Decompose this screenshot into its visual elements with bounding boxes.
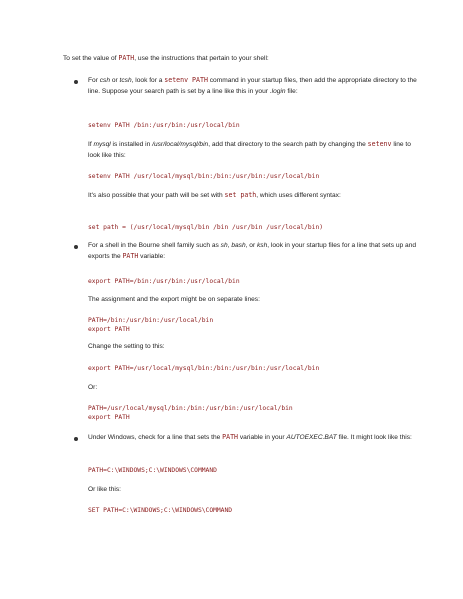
windows-paragraph-2: Or like this:: [88, 486, 121, 493]
shell-name: tcsh: [119, 77, 132, 84]
path-variable: PATH: [118, 54, 135, 62]
inline-code: set path: [224, 191, 257, 199]
bourne-paragraph-2: The assignment and the export might be on separate lines:: [88, 296, 260, 303]
code-block: export PATH=/usr/local/mysql/bin:/bin:/usr/bin:/usr/local/bin: [88, 365, 320, 372]
file-name: AUTOEXEC.BAT: [286, 434, 337, 441]
text: line to look like this:: [88, 141, 411, 159]
inline-code: PATH: [222, 433, 239, 441]
text: ,: [227, 242, 232, 249]
bullet-icon: [74, 245, 78, 249]
shell-name: bash: [231, 242, 246, 249]
text: , look for a: [131, 77, 165, 84]
shell-name: sh: [220, 242, 228, 249]
text: , add that directory to the search path by changing the: [208, 141, 368, 148]
inline-code: PATH: [122, 252, 139, 260]
bullet-icon: [74, 80, 78, 84]
text: If: [88, 141, 94, 148]
text: variable in your: [238, 434, 287, 441]
directory-name: /usr/local/mysql/bin: [152, 141, 209, 148]
text: Under Windows, check for a line that sets the: [88, 434, 223, 441]
intro-text-2: , use the instructions that pertain to your shell:: [134, 55, 269, 62]
bourne-paragraph-4: Or:: [88, 384, 98, 391]
program-name: mysql: [93, 141, 111, 148]
text: file. It might look like this:: [336, 434, 412, 441]
bullet-icon: [74, 437, 78, 441]
csh-paragraph-3: [88, 190, 424, 201]
text: , which uses different syntax:: [256, 192, 341, 199]
text: is installed in: [110, 141, 153, 148]
code-block: PATH=C:\WINDOWS;C:\WINDOWS\COMMAND: [88, 467, 217, 474]
code-block: SET PATH=C:\WINDOWS;C:\WINDOWS\COMMAND: [88, 507, 233, 514]
text: , or: [245, 242, 257, 249]
code-block: PATH=/bin:/usr/bin:/usr/local/bin export PATH: [88, 317, 214, 333]
csh-paragraph-2: [88, 139, 424, 161]
text: For a shell in the Bourne shell family such as: [88, 242, 221, 249]
code-block: setenv PATH /usr/local/mysql/bin:/bin:/usr/bin:/usr/local/bin: [88, 173, 320, 180]
inline-code: setenv PATH: [164, 76, 208, 84]
windows-paragraph-1: [88, 432, 424, 443]
bourne-paragraph-3: Change the setting to this:: [88, 343, 165, 350]
csh-paragraph-1: [88, 75, 424, 97]
code-block: PATH=/usr/local/mysql/bin:/bin:/usr/bin:/usr/local/bin export PATH: [88, 405, 293, 421]
text: or: [110, 77, 120, 84]
file-name: .login: [269, 88, 286, 95]
shell-name: csh: [99, 77, 110, 84]
inline-code: setenv: [367, 140, 392, 148]
text: , look in your startup files for a line that sets up and exports the: [88, 242, 417, 260]
code-block: set path = (/usr/local/mysql/bin /bin /usr/bin /usr/local/bin): [88, 224, 324, 231]
text: For: [88, 77, 100, 84]
code-block: export PATH=/bin:/usr/bin:/usr/local/bin: [88, 278, 240, 285]
shell-name: ksh: [256, 242, 268, 249]
text: It's also possible that your path will be set with: [88, 192, 225, 199]
code-block: setenv PATH /bin:/usr/bin:/usr/local/bin: [88, 122, 240, 129]
bourne-paragraph-1: [88, 240, 424, 262]
text: file:: [285, 88, 298, 95]
intro-paragraph: [63, 53, 423, 64]
text: variable:: [138, 253, 166, 260]
intro-text-1: To set the value of: [63, 55, 119, 62]
text: command in your startup files, then add the appropriate directory to the line. Suppose your search path is set by a line like this in your: [88, 77, 417, 95]
